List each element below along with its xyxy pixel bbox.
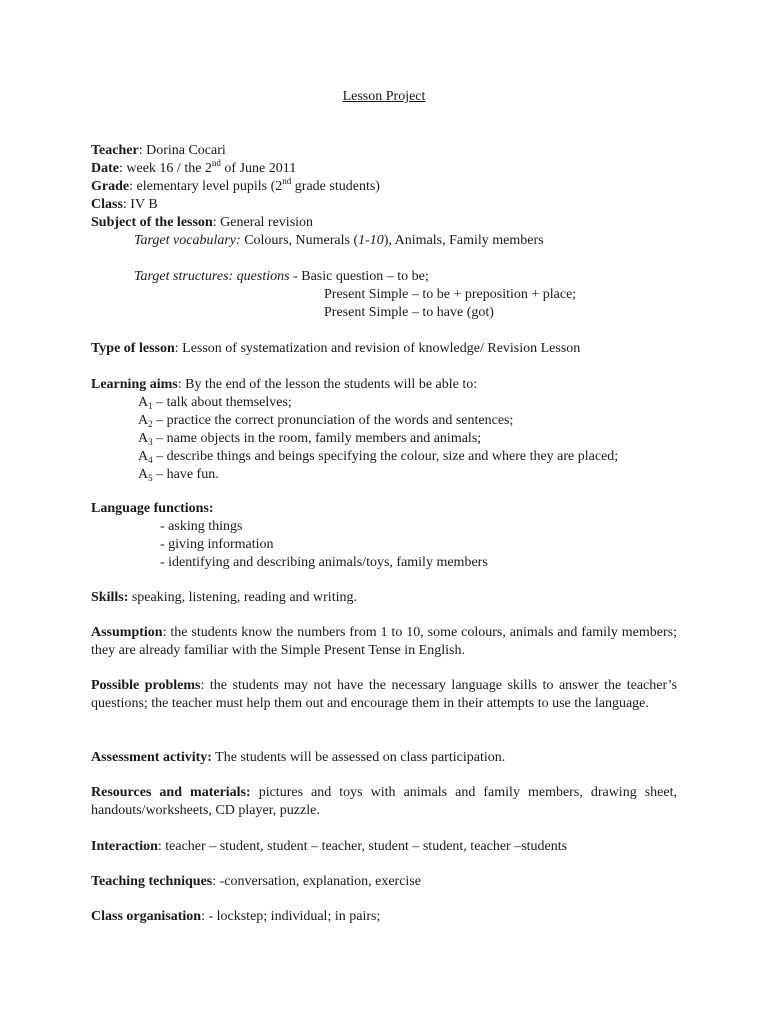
aim-text: – have fun. xyxy=(152,467,219,482)
resources-label: Resources and materials: xyxy=(91,785,251,800)
aim-text: – name objects in the room, family members and animals; xyxy=(152,431,482,446)
target-vocabulary-value: Colours, Numerals ( xyxy=(240,233,359,248)
language-function-item: - giving information xyxy=(160,537,274,552)
possible-problems-paragraph xyxy=(91,677,677,713)
learning-aim-item xyxy=(138,412,513,430)
target-structure-item: - Basic question – to be; xyxy=(289,269,429,284)
aim-letter: A xyxy=(138,467,149,482)
organisation-line xyxy=(91,908,380,926)
aim-sub: 2 xyxy=(148,419,153,429)
aim-letter: A xyxy=(138,431,149,446)
teacher-label: Teacher xyxy=(91,143,139,158)
learning-aim-item xyxy=(138,394,292,412)
techniques-value: : -conversation, explanation, exercise xyxy=(212,874,421,889)
grade-label: Grade xyxy=(91,179,130,194)
organisation-value: : - lockstep; individual; in pairs; xyxy=(201,909,381,924)
document-title: Lesson Project xyxy=(342,89,426,104)
assumption-paragraph xyxy=(91,624,677,660)
target-structure-item: Present Simple – to have (got) xyxy=(324,305,494,320)
organisation-label: Class organisation xyxy=(91,909,202,924)
interaction-label: Interaction xyxy=(91,839,158,854)
grade-value-rest: grade students) xyxy=(291,179,380,194)
learning-aims-line xyxy=(91,376,477,394)
aim-sub: 5 xyxy=(148,473,153,483)
date-label: Date xyxy=(91,161,119,176)
class-label: Class xyxy=(91,197,123,212)
language-functions-heading: Language functions: xyxy=(91,501,214,516)
class-line xyxy=(91,196,158,214)
language-function-item: - asking things xyxy=(160,519,243,534)
type-of-lesson-line xyxy=(91,340,580,358)
class-value: : IV B xyxy=(122,197,158,212)
target-vocabulary-line xyxy=(134,232,544,250)
assessment-line xyxy=(91,749,505,767)
subject-label: Subject of the lesson xyxy=(91,215,213,230)
skills-line xyxy=(91,589,357,607)
subject-value: : General revision xyxy=(212,215,314,230)
interaction-value: : teacher – student, student – teacher, student – student, teacher –students xyxy=(157,839,568,854)
target-vocabulary-range: 1-10 xyxy=(358,233,384,248)
teacher-line xyxy=(91,142,226,160)
language-functions-label xyxy=(91,500,214,518)
assessment-label: Assessment activity: xyxy=(91,750,212,765)
aim-sub: 1 xyxy=(148,401,153,411)
aim-letter: A xyxy=(138,449,149,464)
target-structures-line xyxy=(134,268,429,286)
language-function-item: - identifying and describing animals/toys, family members xyxy=(160,555,488,570)
target-vocabulary-value-rest: ), Animals, Family members xyxy=(383,233,544,248)
resources-paragraph xyxy=(91,784,677,820)
interaction-line xyxy=(91,838,567,856)
learning-aim-item xyxy=(138,466,219,484)
target-vocabulary-label: Target vocabulary: xyxy=(134,233,241,248)
target-structures-label: Target structures: questions xyxy=(134,269,290,284)
grade-value: : elementary level pupils (2 xyxy=(129,179,283,194)
aim-sub: 4 xyxy=(148,455,153,465)
techniques-label: Teaching techniques xyxy=(91,874,213,889)
learning-aim-item xyxy=(138,448,618,466)
aim-text: – describe things and beings specifying the colour, size and where they are placed; xyxy=(152,449,619,464)
resources-value: pictures and toys with animals and family members, drawing sheet, handouts/worksheets, CD player, puzzle. xyxy=(91,785,677,818)
grade-line xyxy=(91,178,380,196)
aim-letter: A xyxy=(138,413,149,428)
subject-line xyxy=(91,214,313,232)
date-sup: nd xyxy=(211,158,221,168)
skills-value: speaking, listening, reading and writing. xyxy=(128,590,357,605)
learning-aims-intro: : By the end of the lesson the students will be able to: xyxy=(177,377,478,392)
assumption-label: Assumption xyxy=(91,625,163,640)
type-of-lesson-value: : Lesson of systematization and revision of knowledge/ Revision Lesson xyxy=(174,341,581,356)
assessment-value: The students will be assessed on class participation. xyxy=(211,750,506,765)
possible-problems-label: Possible problems xyxy=(91,678,201,693)
aim-sub: 3 xyxy=(148,437,153,447)
date-line xyxy=(91,160,296,178)
aim-letter: A xyxy=(138,395,149,410)
skills-label: Skills: xyxy=(91,590,129,605)
target-structure-item: Present Simple – to be + preposition + place; xyxy=(324,287,577,302)
grade-sup: nd xyxy=(282,176,292,186)
type-of-lesson-label: Type of lesson xyxy=(91,341,175,356)
aim-text: – practice the correct pronunciation of the words and sentences; xyxy=(152,413,514,428)
aim-text: – talk about themselves; xyxy=(152,395,292,410)
techniques-line xyxy=(91,873,421,891)
learning-aim-item xyxy=(138,430,481,448)
possible-problems-value: : the students may not have the necessary language skills to answer the teacher’s questions; the teacher must help them out and encourage them in their attempts to use the language. xyxy=(91,678,677,711)
learning-aims-label: Learning aims xyxy=(91,377,178,392)
assumption-value: : the students know the numbers from 1 to 10, some colours, animals and family members; they are already familiar with the Simple Present Tense in English. xyxy=(91,625,677,658)
teacher-value: : Dorina Cocari xyxy=(138,143,226,158)
date-value: : week 16 / the 2 xyxy=(119,161,212,176)
date-value-rest: of June 2011 xyxy=(220,161,297,176)
